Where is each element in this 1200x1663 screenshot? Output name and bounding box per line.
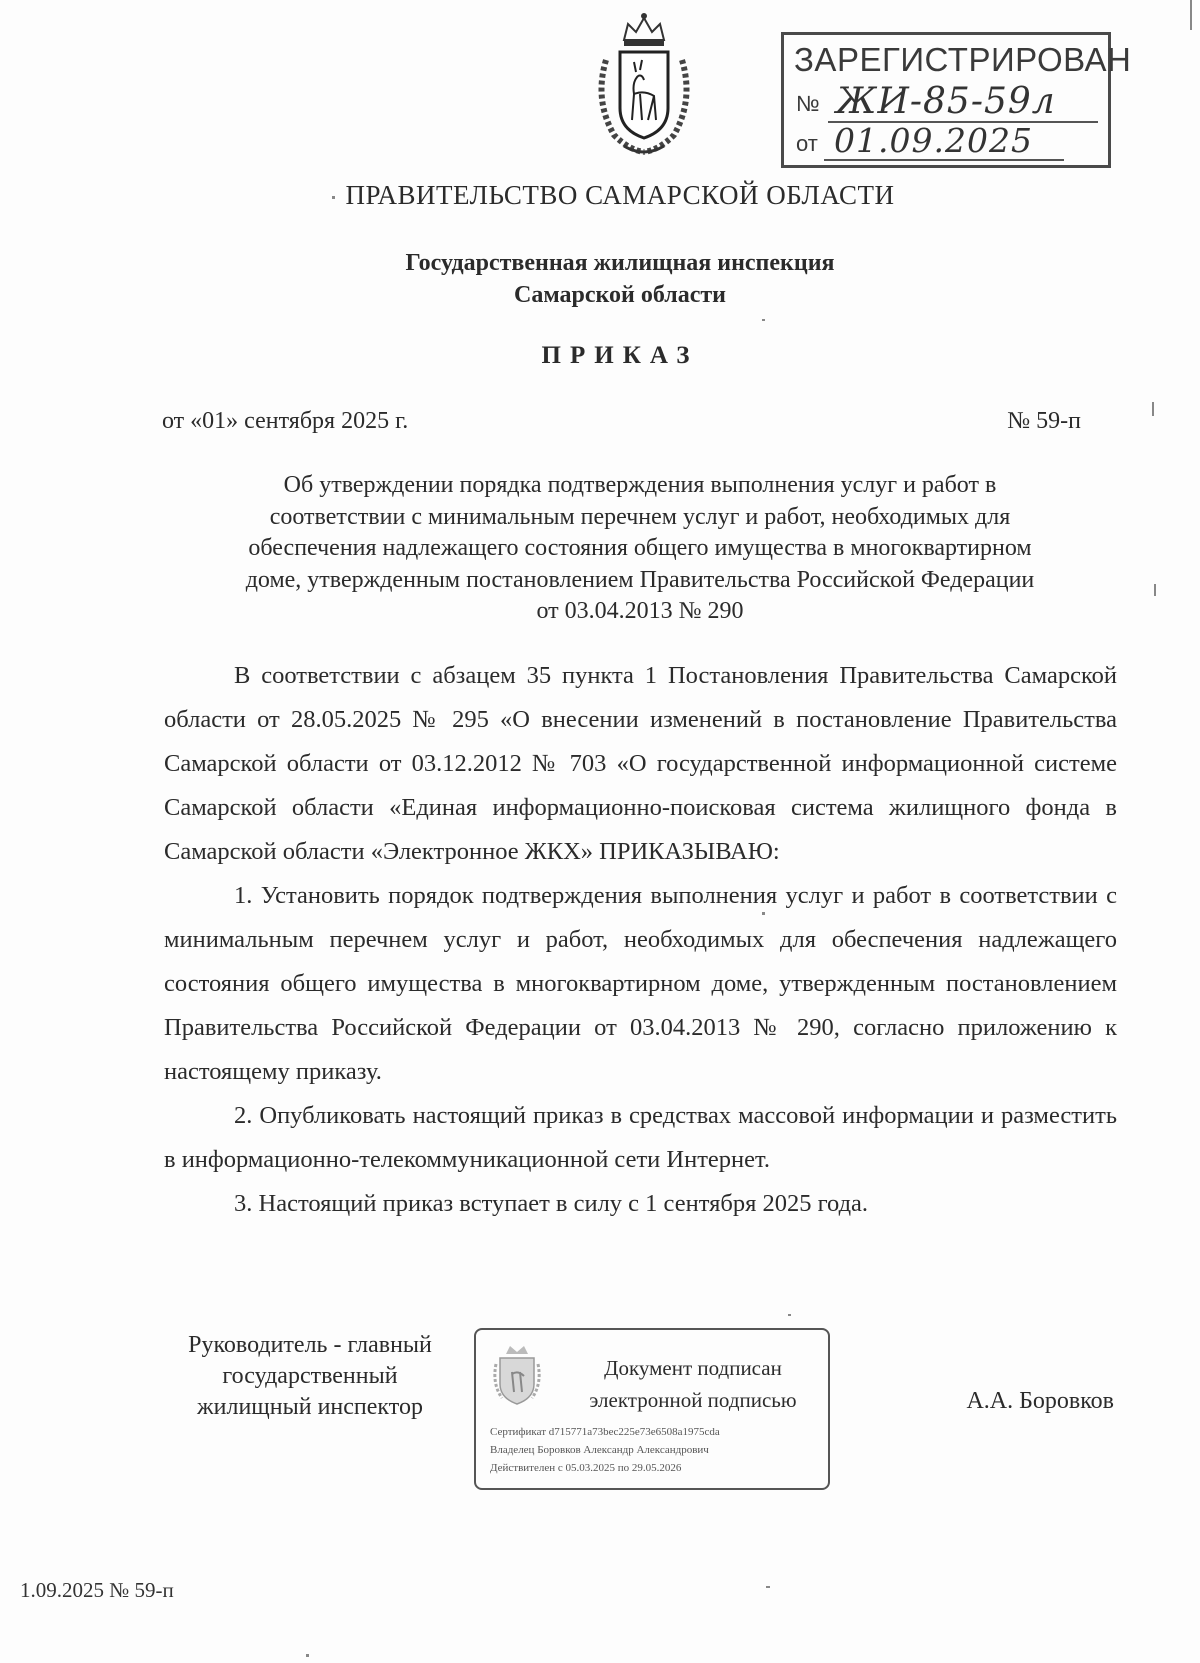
agency-name-line1: Государственная жилищная инспекция	[405, 250, 835, 276]
subject-line: обеспечения надлежащего состояния общего имущества в многоквартирном	[248, 535, 1032, 561]
document-type: ПРИКАЗ	[541, 342, 699, 369]
scan-speck	[1190, 0, 1192, 30]
footer-reference: 1.09.2025 № 59-п	[20, 1578, 174, 1602]
scan-speck	[762, 912, 765, 915]
order-subject	[180, 470, 1100, 628]
certificate-number: Сертификат d715771a73bec225e73e6508a1975cda	[490, 1426, 720, 1438]
scan-speck	[306, 1654, 309, 1657]
registration-stamp-title: ЗАРЕГИСТРИРОВАН	[794, 41, 1132, 78]
scan-speck	[1152, 402, 1154, 416]
item-3-paragraph: 3. Настоящий приказ вступает в силу с 1 сентября 2025 года.	[234, 1190, 869, 1217]
scan-speck	[762, 319, 765, 321]
registration-date-label: от	[796, 131, 818, 156]
signatory-position-line: жилищный инспектор	[197, 1394, 423, 1420]
signer-name: А.А. Боровков	[966, 1388, 1114, 1414]
subject-line: соответствии с минимальным перечнем услуг и работ, необходимых для	[269, 503, 1011, 530]
order-number: № 59-п	[1007, 408, 1081, 434]
samara-coat-of-arms-icon	[584, 10, 704, 160]
order-body	[164, 654, 1117, 1226]
subject-line: от 03.04.2013 № 290	[536, 598, 744, 624]
subject-line: доме, утвержденным постановлением Правительства Российской Федерации	[245, 566, 1035, 593]
scan-speck	[332, 196, 335, 199]
certificate-validity: Действителен с 05.03.2025 по 29.05.2026	[490, 1462, 682, 1474]
certificate-owner: Владелец Боровков Александр Александрович	[490, 1444, 709, 1456]
signatory-position-line: Руководитель - главный	[188, 1332, 432, 1358]
registration-number-label: №	[796, 91, 820, 116]
electronic-signature-stamp	[474, 1328, 830, 1490]
order-date: от «01» сентября 2025 г.	[162, 408, 409, 434]
registration-number-handwritten: ЖИ-85-59л	[836, 81, 1056, 122]
scan-speck	[766, 1586, 770, 1588]
scan-speck	[1154, 584, 1156, 596]
scan-speck	[788, 1314, 791, 1316]
item-2-paragraph: 2. Опубликовать настоящий приказ в средствах массовой информации и разместить в информационно-телекоммуникационной сети Интернет.	[164, 1102, 1117, 1173]
subject-line: Об утверждении порядка подтверждения выполнения услуг и работ в	[283, 472, 997, 498]
coat-of-arms-icon	[492, 1344, 542, 1406]
agency-name-line2: Самарской области	[514, 282, 726, 308]
esig-title-line2: электронной подписью	[589, 1388, 797, 1412]
signatory-position	[160, 1330, 460, 1423]
signatory-position-line: государственный	[222, 1363, 398, 1389]
government-title: ПРАВИТЕЛЬСТВО САМАРСКОЙ ОБЛАСТИ	[345, 180, 895, 210]
item-1-paragraph: 1. Установить порядок подтверждения выполнения услуг и работ в соответствии с минимальным перечнем услуг и работ, необходимых для обеспечения надлежащего состояния общего имущества в многоквартирном доме, утвержденным постановлением Правительства Российской Федерации от 03.04.2013 № 290, согласно приложению к настоящему приказу.	[164, 882, 1117, 1085]
registration-date-handwritten: 01.09.2025	[834, 121, 1033, 160]
registration-stamp	[781, 32, 1132, 168]
preamble-paragraph: В соответствии с абзацем 35 пункта 1 Постановления Правительства Самарской области от 28.05.2025 № 295 «О внесении изменений в постановление Правительства Самарской области от 03.12.2012 № 703 «О государственной информационной системе Самарской области «Единая информационно-поисковая система жилищного фонда в Самарской области «Электронное ЖКХ» ПРИКАЗЫВАЮ:	[164, 662, 1117, 865]
esig-title-line1: Документ подписан	[604, 1356, 782, 1380]
